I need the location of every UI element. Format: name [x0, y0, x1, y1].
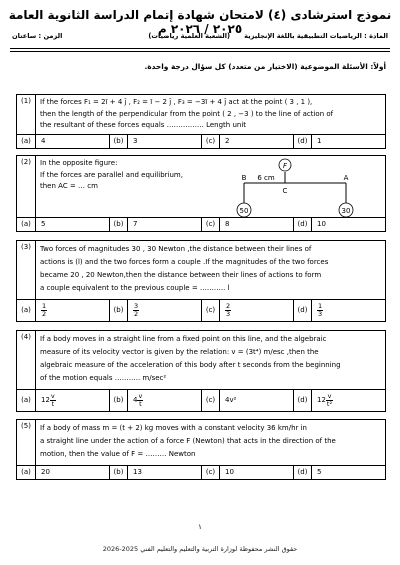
- option-coefficient: 12: [41, 396, 50, 404]
- answer-option[interactable]: [201, 300, 293, 321]
- subject-label: المادة : الرياضيات التطبيقية باللغة الإنجليزية: [244, 32, 388, 40]
- option-letter: (b): [109, 218, 128, 231]
- option-value: [41, 300, 47, 321]
- question-number: (4): [17, 331, 36, 389]
- question-line: a couple equivalent to the previous couple = ……….. l: [40, 284, 230, 292]
- numerator: v: [138, 391, 143, 400]
- option-value: 4: [41, 137, 46, 145]
- answer-option[interactable]: [109, 390, 201, 411]
- answer-option[interactable]: [17, 300, 109, 321]
- option-coefficient: 12: [317, 396, 326, 404]
- option-letter: (c): [201, 390, 220, 411]
- force-f-label: F: [282, 162, 288, 170]
- answer-option[interactable]: [293, 466, 387, 479]
- option-letter: (d): [293, 466, 312, 479]
- option-letter: (c): [201, 218, 220, 231]
- answer-row-1: [16, 135, 386, 149]
- option-letter: (a): [17, 390, 36, 411]
- question-number: (5): [17, 420, 36, 465]
- option-letter: (d): [293, 390, 312, 411]
- numerator: v: [50, 391, 55, 400]
- question-text: [40, 333, 381, 385]
- numerator: 3: [134, 301, 139, 310]
- denominator: 3: [318, 309, 323, 318]
- question-line: If a body moves in a straight line from a fixed point on this line, and the algebraic: [40, 335, 327, 343]
- denominator: t: [139, 399, 142, 408]
- fraction: [133, 303, 139, 318]
- denominator: t: [51, 399, 55, 408]
- fraction: [137, 393, 143, 408]
- time-label: الزمن : ساعتان: [12, 32, 63, 40]
- answer-option[interactable]: [201, 135, 293, 148]
- question-line: In the opposite figure:: [40, 159, 118, 167]
- option-value: 1: [317, 137, 322, 145]
- answer-option[interactable]: [293, 135, 387, 148]
- option-letter: (c): [201, 135, 220, 148]
- answer-option[interactable]: [293, 218, 387, 231]
- point-c-label: C: [282, 187, 288, 195]
- question-line: If a body of mass m = (t + 2) kg moves with a constant velocity 36 km/hr in: [40, 424, 307, 432]
- point-b-label: B: [241, 174, 247, 182]
- answer-option[interactable]: [17, 466, 109, 479]
- page-number: ١: [198, 523, 202, 531]
- copyright-footer: حقوق النشر محفوظة لوزارة التربية والتعليم والتعليم الفني 2025-2026: [102, 545, 298, 553]
- option-coefficient: 4: [133, 396, 138, 404]
- option-letter: (b): [109, 466, 128, 479]
- numerator: 1: [318, 301, 323, 310]
- question-1: [16, 94, 386, 135]
- answer-row-4: [16, 390, 386, 412]
- answer-option[interactable]: [17, 390, 109, 411]
- option-value: 5: [41, 220, 46, 228]
- answer-option[interactable]: [17, 135, 109, 148]
- option-letter: (b): [109, 135, 128, 148]
- force-50-label: 50: [239, 207, 249, 215]
- option-letter: (d): [293, 300, 312, 321]
- numerator: 2: [226, 301, 231, 310]
- option-letter: (b): [109, 390, 128, 411]
- option-value: 4v²: [225, 396, 237, 404]
- option-letter: (a): [17, 135, 36, 148]
- fraction: [41, 303, 47, 318]
- question-text: [40, 97, 381, 132]
- exam-meta: [12, 32, 388, 42]
- denominator: 2: [134, 309, 139, 318]
- question-line: motion, then the value of F = ……… Newton: [40, 450, 196, 458]
- section-title: أولاً: الأسئلة الموضوعية (الاختيار من متعدد) كل سؤال درجة واحدة.: [144, 62, 386, 71]
- option-value: [317, 390, 333, 411]
- answer-option[interactable]: [201, 218, 293, 231]
- question-line: If the forces are parallel and equilibrium,: [40, 170, 183, 179]
- answer-option[interactable]: [17, 218, 109, 231]
- question-line: If the forces F₁ = 2ī + 4 j̄ , F₂ = ī − 2 j̄ , F₃ = −3ī + 4 j̄ act at the point ( 3 , 1 ),: [40, 98, 313, 106]
- option-value: [133, 390, 143, 411]
- question-number: (3): [17, 241, 36, 299]
- numerator: 1: [42, 301, 47, 310]
- option-letter: (a): [17, 218, 36, 231]
- question-line: of the motion equals ……….. m/sec²: [40, 374, 167, 382]
- question-4: [16, 330, 386, 390]
- fraction: [317, 303, 323, 318]
- question-line: then the length of the perpendicular from the point ( 2 , −3 ) to the line of action of: [40, 109, 334, 118]
- option-value: [317, 300, 323, 321]
- option-value: [133, 300, 139, 321]
- question-line: a straight line under the action of a force F (Newton) that acts in the direction of the: [40, 437, 336, 445]
- answer-row-5: [16, 466, 386, 480]
- point-a-label: A: [343, 174, 349, 182]
- option-letter: (d): [293, 218, 312, 231]
- question-5: [16, 419, 386, 466]
- question-line: actions is (l) and the two forces form a couple .If the magnitudes of the two forces: [40, 258, 329, 266]
- question-line: Two forces of magnitudes 30 , 30 Newton ,the distance between their lines of: [40, 245, 312, 253]
- question-number: (1): [17, 95, 36, 134]
- distance-label: 6 cm: [257, 174, 275, 182]
- option-value: 5: [317, 468, 322, 476]
- option-value: 8: [225, 220, 230, 228]
- forces-figure: [228, 155, 368, 217]
- fraction: [50, 393, 56, 408]
- option-value: 10: [225, 468, 234, 476]
- answer-option[interactable]: [109, 218, 201, 231]
- answer-option[interactable]: [201, 390, 293, 411]
- fraction: [326, 393, 333, 408]
- answer-option[interactable]: [109, 300, 201, 321]
- answer-row-3: [16, 300, 386, 322]
- fraction: [225, 303, 231, 318]
- question-text: [40, 243, 381, 295]
- option-value: 7: [133, 220, 138, 228]
- answer-option[interactable]: [201, 466, 293, 479]
- branch-label: (الشعبة العلمية رياضيات): [148, 32, 230, 40]
- option-letter: (a): [17, 300, 36, 321]
- answer-option[interactable]: [109, 466, 201, 479]
- question-line: became 20 , 20 Newton,then the distance between their lines of actions to form: [40, 271, 322, 279]
- option-value: 10: [317, 220, 326, 228]
- option-letter: (c): [201, 300, 220, 321]
- question-line: then AC = … cm: [40, 182, 98, 190]
- answer-option[interactable]: [293, 300, 387, 321]
- question-3: [16, 240, 386, 300]
- answer-row-2: [16, 218, 386, 232]
- denominator: 3: [226, 309, 231, 318]
- option-letter: (d): [293, 135, 312, 148]
- answer-option[interactable]: [293, 390, 387, 411]
- question-number: (2): [17, 156, 36, 217]
- force-30-label: 30: [341, 207, 351, 215]
- option-letter: (c): [201, 466, 220, 479]
- answer-option[interactable]: [109, 135, 201, 148]
- option-letter: (a): [17, 466, 36, 479]
- option-value: [225, 300, 231, 321]
- option-value: [41, 390, 56, 411]
- question-line: algebraic measure of the acceleration of this body after t seconds from the beginning: [40, 361, 341, 369]
- option-value: 2: [225, 137, 230, 145]
- denominator: 2: [42, 309, 47, 318]
- option-value: 20: [41, 468, 50, 476]
- option-value: 3: [133, 137, 138, 145]
- denominator: t²: [326, 399, 333, 408]
- option-value: 13: [133, 468, 142, 476]
- header-divider: [10, 48, 390, 52]
- option-letter: (b): [109, 300, 128, 321]
- numerator: v: [327, 391, 332, 400]
- exam-title: نموذج استرشادى (٤) لامتحان شهادة إتمام الدراسة الثانوية العامة ٢٠٢٥ / ٢٠٢٦ م: [8, 8, 392, 36]
- question-text: [40, 422, 381, 461]
- question-line: measure of its velocity vector is given by the relation: v = (3t⁴) m/esc ,then the: [40, 348, 319, 356]
- question-line: the resultant of these forces equals ……………. Length unit: [40, 121, 247, 129]
